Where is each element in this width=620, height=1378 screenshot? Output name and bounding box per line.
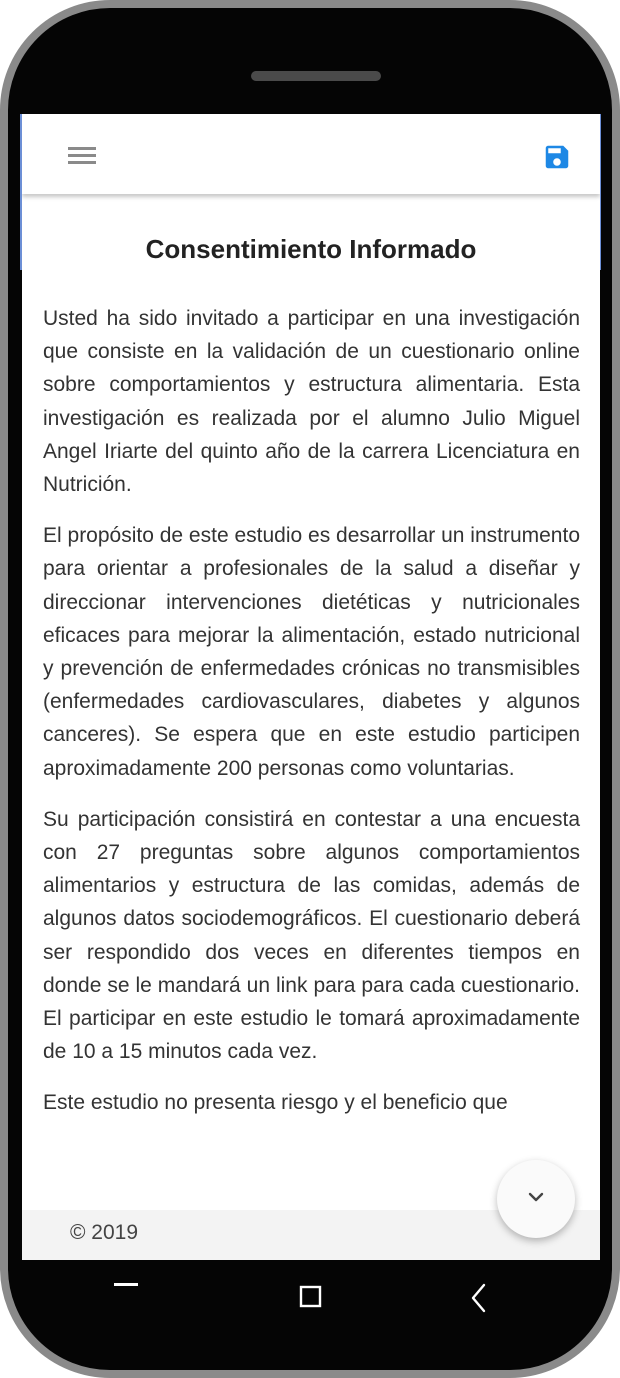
app-screen [22,114,600,1260]
copyright-text: © 2019 [70,1221,139,1244]
paragraph-risk: Este estudio no presenta riesgo y el beneficio que [43,1091,508,1115]
page-title: Consentimiento Informado [145,234,477,264]
menu-icon[interactable] [68,147,96,165]
phone-speaker [251,71,381,81]
save-icon[interactable] [542,142,572,172]
scroll-down-button[interactable] [497,1160,575,1238]
chevron-down-icon [526,1190,546,1204]
back-icon[interactable] [468,1282,490,1314]
app-bar [22,114,600,194]
consent-text [43,302,580,1138]
home-icon[interactable] [298,1284,324,1310]
recent-apps-icon[interactable] [114,1282,140,1288]
paragraph-participation: Su participación consistirá en contestar a una encuesta con 27 preguntas sobre algunos comportamientos alimentarios y estructura de las comidas, además de algunos datos sociodemográficos. El cuestionario deberá ser respondido dos veces en diferentes tiempos en donde se le mandará un link para para cada cuestionario. El participar en este estudio le tomará aproximadamente de 10 a 15 minutos cada vez. [43,807,580,1064]
paragraph-invitation: Usted ha sido invitado a participar en una investigación que consiste en la validación de un cuestionario online sobre comportamientos y estructura alimentaria. Esta investigación es realizada por el alumno Julio Miguel Angel Iriarte del quinto año de la carrera Licenciatura en Nutrición. [43,307,580,497]
paragraph-purpose: El propósito de este estudio es desarrollar un instrumento para orientar a profesionales de la salud a diseñar y direccionar intervenciones dietéticas y nutricionales eficaces para mejorar la alimentación, estado nutricional y prevención de enfermedades crónicas no transmisibles (enfermedades cardiovasculares, diabetes y algunos canceres). Se espera que en este estudio participen aproximadamente 200 personas como voluntarias. [43,524,580,780]
consent-content [22,194,600,1210]
